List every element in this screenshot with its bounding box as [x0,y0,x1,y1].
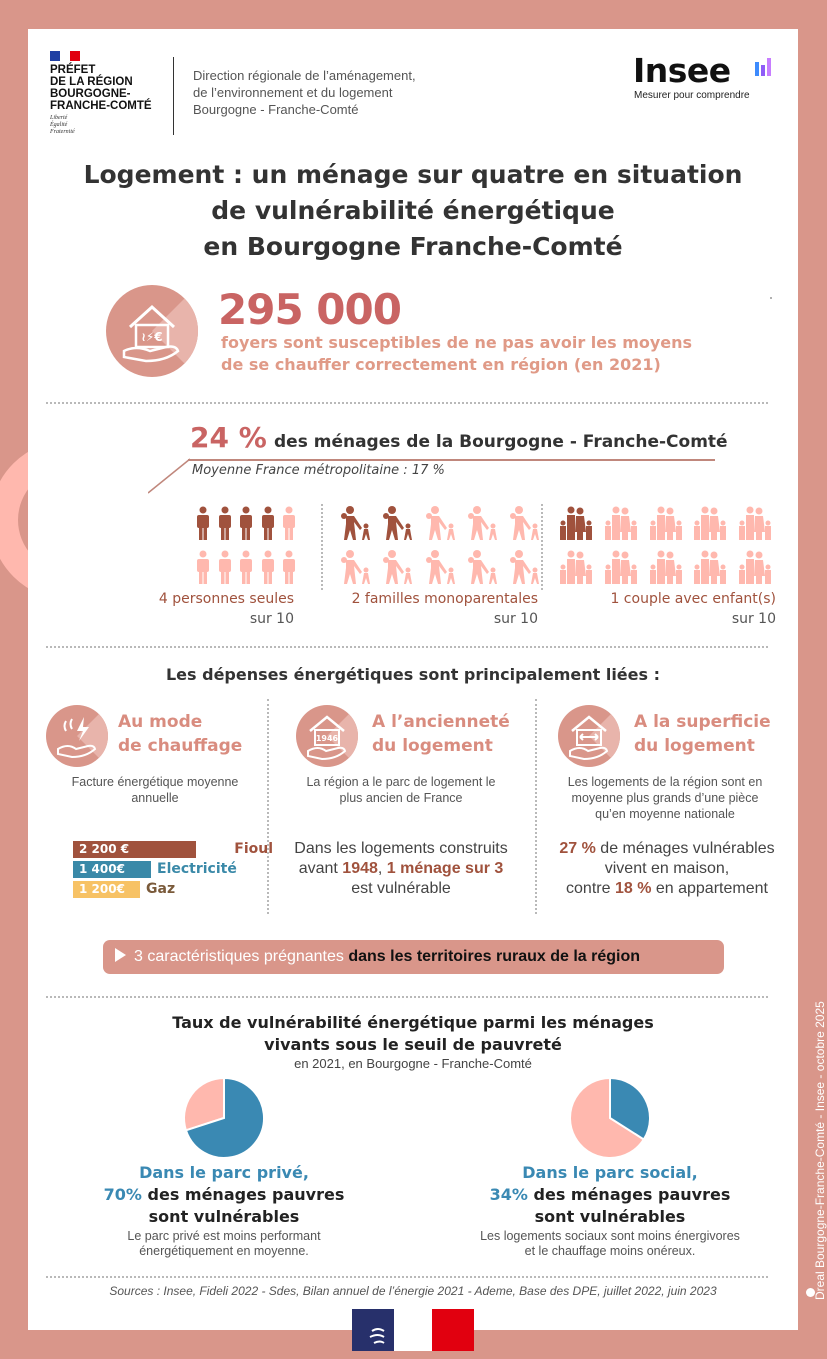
heating-mode-icon [46,705,108,767]
headline-number: 295 000 [218,285,401,334]
share-percent: 24 % [190,421,267,454]
devise-line: Liberté [50,115,68,121]
pie-pct: 70% [103,1185,142,1204]
donut-leader-line [148,457,192,497]
person-icon [218,506,232,540]
poverty-title [28,1012,798,1056]
sources: Sources : Insee, Fideli 2022 - Sdes, Bilan annuel de l’énergie 2021 - Ademe, Base des DPE, juillet 2022, juin 2023 [109,1284,717,1298]
section-divider [46,1276,768,1278]
pie-headline [448,1162,772,1228]
infographic-card [28,29,798,1330]
single-parent-family-icon [507,506,543,540]
marianne-flag-icon [50,51,80,61]
pie-headline-text: des ménages pauvres [141,1185,345,1204]
devise-line: Fraternité [50,129,75,135]
category-divider [535,699,537,914]
pie-desc [68,1229,380,1259]
category-fact [276,839,526,899]
section-divider [46,996,768,998]
devise-line: Égalité [50,122,68,128]
single-parent-family-icon [338,506,374,540]
headline-subtitle [221,332,692,376]
expenses-title: Les dépenses énergétiques sont principalement liées : [165,665,660,684]
pictogram-divider [541,504,543,590]
title-line: en Bourgogne Franche-Comté [203,232,623,261]
dreal-line: Bourgogne - Franche-Comté [193,102,359,117]
person-icon [282,550,296,584]
fact-text: contre [566,880,615,897]
couple-with-children-icon [558,550,594,584]
fact-line: Dans les logements construits [294,840,508,857]
category-desc-line: plus ancien de France [339,791,463,805]
person-icon [261,550,275,584]
fact-pct-house: 27 % [559,840,596,857]
pictogram-sub: sur 10 [493,611,538,627]
category-desc [276,774,526,806]
pie-headline-line [448,1184,772,1206]
person-icon [261,506,275,540]
pictogram-couples-enfants [558,506,773,586]
energy-bills-chart [73,841,273,901]
fact-year: 1948 [342,860,378,877]
share-underline [188,459,715,461]
national-average: Moyenne France métropolitaine : 17 % [192,463,445,478]
prefet-line: DE LA RÉGION [50,76,133,88]
couple-with-children-icon [692,550,728,584]
pie-headline-text: des ménages pauvres [527,1185,731,1204]
couple-with-children-icon [558,506,594,540]
insee-tagline: Mesurer pour comprendre [634,90,750,101]
single-parent-family-icon [423,550,459,584]
devise [50,115,75,136]
pie-headline-line: Dans le parc social, [522,1163,698,1182]
dreal-line: de l’environnement et du logement [193,85,393,100]
pictogram-sub: sur 10 [731,611,776,627]
fact-text: avant [298,860,343,877]
category-desc-line: La région a le parc de logement le [306,775,496,789]
icon-year-text: 1946 [315,734,339,743]
insee-logo: Insee [633,51,731,90]
single-parent-family-icon [465,506,501,540]
stray-dot [770,297,772,299]
section-divider [46,402,768,404]
category-title [634,710,771,758]
fact-ratio: 1 ménage sur 3 [386,860,504,877]
single-parent-family-icon [380,506,416,540]
couple-with-children-icon [603,506,639,540]
fact-line: vivent en maison, [604,860,730,877]
pie-headline-line [68,1184,380,1206]
person-icon [239,506,253,540]
pie-headline-line: sont vulnérables [534,1207,686,1226]
pie-desc-line: et le chauffage moins onéreux. [524,1244,696,1258]
category-title-line: A l’ancienneté [372,712,510,732]
fact-text: de ménages vulnérables [595,840,775,857]
category-title-line: du logement [372,736,493,756]
pictogram-label: 4 personnes seules [158,591,294,607]
bill-label: Gaz [146,881,176,897]
bill-bar: 1 200€ [73,881,140,898]
category-desc-line: qu’en moyenne nationale [595,807,735,821]
dreal-line: Direction régionale de l’aménagement, [193,68,416,83]
poverty-title-line: vivants sous le seuil de pauvreté [264,1035,562,1054]
fact-line [538,839,796,859]
dreal-name [193,67,416,118]
section-divider [46,646,768,648]
category-divider [267,699,269,914]
prefet-line: FRANCHE-COMTÉ [50,100,152,112]
pie-chart-parc-social [568,1076,652,1160]
category-title-line: A la superficie [634,712,771,732]
person-icon [218,550,232,584]
fact-line [276,859,526,879]
page-title [28,157,798,265]
house-surface-icon [558,705,620,767]
category-title-line: du logement [634,736,755,756]
category-desc-line: annuelle [131,791,179,805]
title-line: Logement : un ménage sur quatre en situation [83,160,743,189]
house-energy-hand-icon [106,285,198,377]
republique-francaise-logo [352,1309,474,1351]
bill-bar: 2 200 € [73,841,196,858]
pictogram-label: 2 familles monoparentales [351,591,538,607]
pictogram-divider [321,504,323,590]
person-icon [239,550,253,584]
couple-with-children-icon [648,506,684,540]
category-title [118,710,242,758]
pie-pct: 34% [489,1185,528,1204]
pie-desc-line: énergétiquement en moyenne. [139,1244,309,1258]
couple-with-children-icon [603,550,639,584]
prefet-line: PRÉFET [50,64,96,76]
pie-desc-line: Les logements sociaux sont moins énergivores [480,1229,740,1243]
couple-with-children-icon [692,506,728,540]
category-desc [538,774,792,822]
person-icon [282,506,296,540]
couple-with-children-icon [737,550,773,584]
pictogram-label: 1 couple avec enfant(s) [610,591,776,607]
headline-sub-line: foyers sont susceptibles de ne pas avoir les moyens [221,333,693,352]
category-desc [46,774,264,806]
fact-line: est vulnérable [351,880,451,897]
header-divider [173,57,174,135]
pie-desc [448,1229,772,1259]
single-parent-family-icon [465,550,501,584]
category-title [372,710,510,758]
pictogram-sub: sur 10 [249,611,294,627]
rural-banner-bold: dans les territoires ruraux de la région [348,948,640,965]
pie-headline-line: Dans le parc privé, [139,1163,309,1182]
fact-text: en appartement [651,880,768,897]
pie-chart-parc-prive [182,1076,266,1160]
category-title-line: Au mode [118,712,203,732]
single-parent-family-icon [507,550,543,584]
prefet-line: BOURGOGNE- [50,88,131,100]
couple-with-children-icon [648,550,684,584]
bill-label: Fioul [234,841,273,857]
house-1946-icon [296,705,358,767]
pictogram-familles-monoparentales [338,506,543,586]
person-icon [196,550,210,584]
poverty-subtitle: en 2021, en Bourgogne - Franche-Comté [294,1056,532,1071]
pie-headline [68,1162,380,1228]
category-desc-line: Facture énergétique moyenne [71,775,239,789]
bill-label: Electricité [157,861,237,877]
pie-headline-line: sont vulnérables [148,1207,300,1226]
category-fact [538,839,796,899]
share-label: des ménages de la Bourgogne - Franche-Comté [274,432,728,452]
side-credit: Dreal Bourgogne-Franche-Comté - Insee - octobre 2025 [813,1001,827,1300]
couple-with-children-icon [737,506,773,540]
category-desc-line: Les logements de la région sont en [567,775,763,789]
single-parent-family-icon [380,550,416,584]
rural-banner-button[interactable] [103,940,724,974]
play-triangle-icon [115,948,126,962]
poverty-title-line: Taux de vulnérabilité énergétique parmi les ménages [172,1013,654,1032]
single-parent-family-icon [338,550,374,584]
person-icon [196,506,210,540]
prefet-logo-text [50,64,152,112]
headline-sub-line: de se chauffer correctement en région (en 2021) [221,355,661,374]
title-line: de vulnérabilité énergétique [211,196,615,225]
single-parent-family-icon [423,506,459,540]
fact-line [538,879,796,899]
pictogram-persons-seules [196,506,296,586]
category-desc-line: moyenne plus grands d’une pièce [571,791,759,805]
svg-text:≀⚡€: ≀⚡€ [141,330,163,344]
bill-bar: 1 400€ [73,861,151,878]
rural-banner-text: 3 caractéristiques prégnantes [134,948,349,965]
fact-text: , [377,860,387,877]
category-title-line: de chauffage [118,736,243,756]
pie-desc-line: Le parc privé est moins performant [127,1229,321,1243]
fact-pct-flat: 18 % [614,880,652,897]
